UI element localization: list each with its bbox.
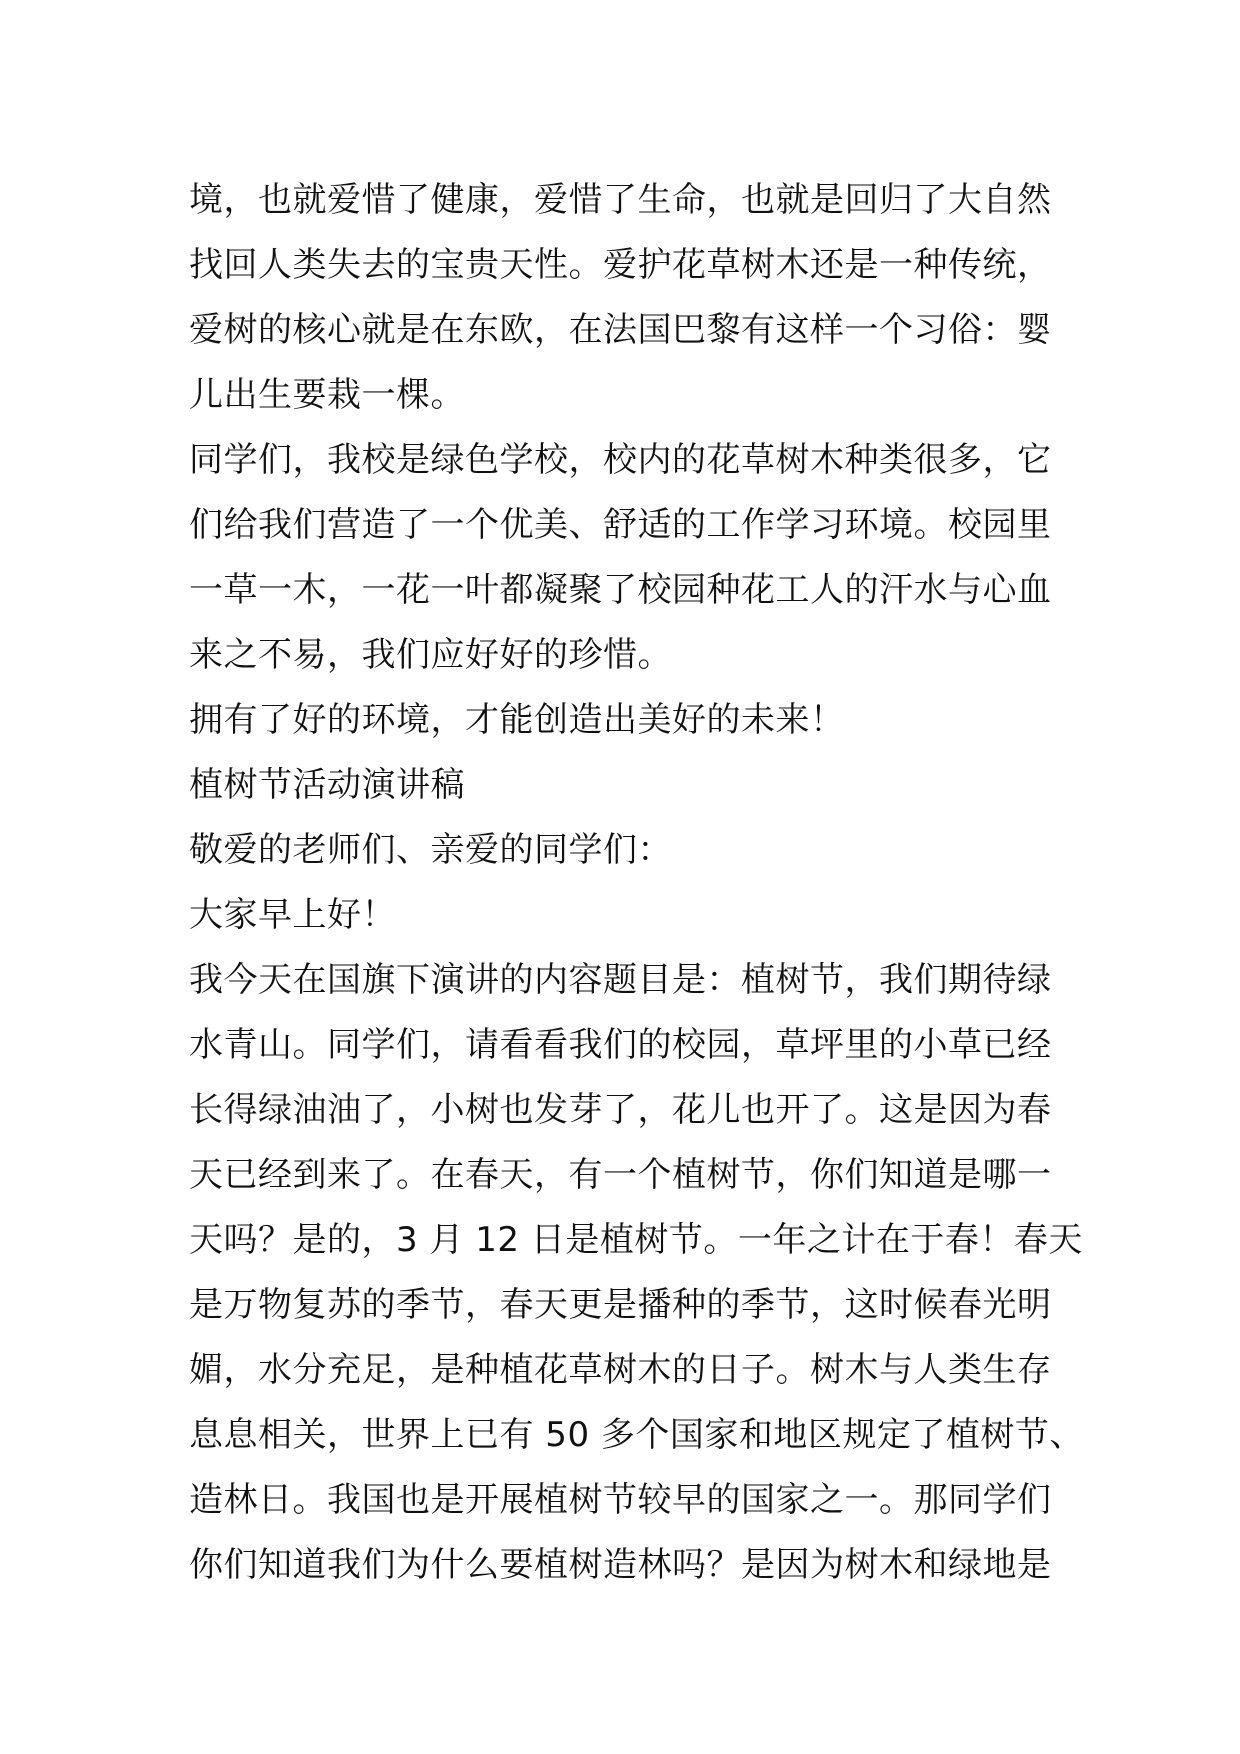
text-line: 拥有了好的环境，才能创造出美好的未来！ bbox=[189, 700, 845, 740]
text-line: 儿出生要栽一棵。 bbox=[189, 375, 465, 415]
text-line: 们给我们营造了一个优美、舒适的工作学习环境。校园里 bbox=[189, 505, 1052, 545]
text-line: 我今天在国旗下演讲的内容题目是：植树节，我们期待绿 bbox=[189, 960, 1052, 1000]
document-body bbox=[189, 168, 1084, 1598]
text-line: 媚，水分充足，是种植花草树木的日子。树木与人类生存 bbox=[189, 1350, 1052, 1390]
text-line: 息息相关，世界上已有 50 多个国家和地区规定了植树节、 bbox=[189, 1415, 1084, 1455]
text-line: 境，也就爱惜了健康，爱惜了生命，也就是回归了大自然 bbox=[189, 180, 1052, 220]
text-line: 来之不易，我们应好好的珍惜。 bbox=[189, 635, 672, 675]
text-line: 天已经到来了。在春天，有一个植树节，你们知道是哪一 bbox=[189, 1155, 1052, 1195]
text-line: 你们知道我们为什么要植树造林吗？是因为树木和绿地是 bbox=[189, 1545, 1052, 1585]
text-line: 水青山。同学们，请看看我们的校园，草坪里的小草已经 bbox=[189, 1025, 1052, 1065]
text-line: 爱树的核心就是在东欧，在法国巴黎有这样一个习俗：婴 bbox=[189, 310, 1052, 350]
text-line: 造林日。我国也是开展植树节较早的国家之一。那同学们 bbox=[189, 1480, 1052, 1520]
text-line: 同学们，我校是绿色学校，校内的花草树木种类很多，它 bbox=[189, 440, 1052, 480]
text-line: 一草一木，一花一叶都凝聚了校园种花工人的汗水与心血 bbox=[189, 570, 1052, 610]
greeting: 大家早上好！ bbox=[189, 895, 396, 935]
salutation: 敬爱的老师们、亲爱的同学们： bbox=[189, 830, 672, 870]
text-line: 找回人类失去的宝贵天性。爱护花草树木还是一种传统， bbox=[189, 245, 1052, 285]
text-line: 长得绿油油了，小树也发芽了，花儿也开了。这是因为春 bbox=[189, 1090, 1052, 1130]
text-line: 天吗？是的，3 月 12 日是植树节。一年之计在于春！春天 bbox=[189, 1220, 1083, 1260]
text-line: 是万物复苏的季节，春天更是播种的季节，这时候春光明 bbox=[189, 1285, 1052, 1325]
section-title: 植树节活动演讲稿 bbox=[189, 765, 465, 805]
